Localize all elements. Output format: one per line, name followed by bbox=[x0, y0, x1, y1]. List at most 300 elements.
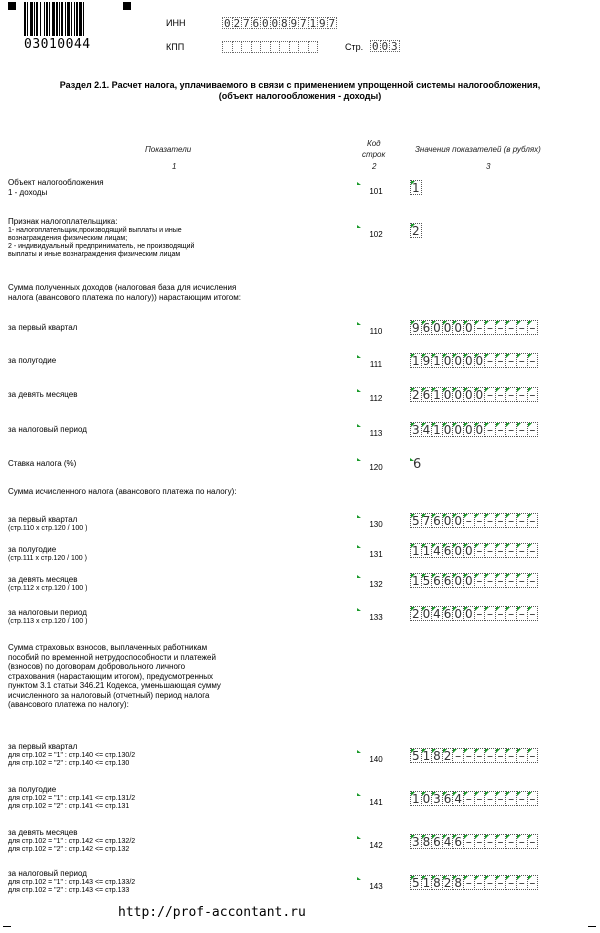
cell-marker-icon bbox=[443, 423, 447, 427]
cell-marker-icon bbox=[528, 354, 532, 358]
digit: 4 bbox=[454, 792, 462, 806]
digit: – bbox=[465, 835, 472, 849]
digit: – bbox=[518, 607, 525, 621]
digit: – bbox=[508, 544, 515, 558]
row-label: пособий по временной нетрудоспособности и платежей bbox=[8, 652, 216, 662]
inn-field bbox=[222, 17, 336, 29]
digit: 2 bbox=[443, 876, 452, 890]
cell-marker-icon bbox=[528, 423, 532, 427]
cell-marker-icon bbox=[496, 544, 500, 548]
cell-marker-icon bbox=[475, 354, 479, 358]
cell-marker-icon bbox=[485, 607, 489, 611]
row-sumhdr bbox=[8, 283, 348, 302]
digit: – bbox=[529, 574, 536, 588]
cell-marker-icon bbox=[475, 749, 479, 753]
row-inshdr bbox=[8, 643, 348, 710]
digit: 0 bbox=[464, 574, 473, 588]
row-value-field[interactable] bbox=[410, 422, 537, 437]
code-marker-icon bbox=[357, 836, 361, 839]
row-value-field[interactable] bbox=[410, 353, 537, 368]
cell-marker-icon bbox=[485, 423, 489, 427]
barcode-bar bbox=[76, 2, 78, 36]
row-value[interactable]: 6 bbox=[413, 457, 422, 472]
row-label: Ставка налога (%) bbox=[8, 459, 77, 468]
row-note: для стр.102 = "1" : стр.141 <= стр.131/2 bbox=[8, 794, 136, 802]
code-marker-icon bbox=[357, 225, 361, 228]
cell-marker-icon bbox=[485, 835, 489, 839]
cell-marker-icon bbox=[411, 835, 415, 839]
cell-marker-icon bbox=[475, 544, 479, 548]
cell-marker-icon bbox=[506, 607, 510, 611]
digit-cell bbox=[527, 513, 539, 528]
barcode-bar bbox=[61, 2, 63, 36]
digit-cell bbox=[527, 543, 539, 558]
cell-marker-icon bbox=[475, 574, 479, 578]
row-code: 131 bbox=[369, 550, 383, 559]
cell-marker-icon bbox=[443, 792, 447, 796]
digit: 0 bbox=[422, 607, 431, 621]
code-marker-icon bbox=[357, 389, 361, 392]
row-label: за налоговый период bbox=[8, 425, 87, 434]
row-value-field[interactable] bbox=[410, 513, 537, 528]
digit: 8 bbox=[422, 835, 431, 849]
digit: 1 bbox=[433, 354, 441, 368]
crop-mark-left bbox=[3, 926, 11, 927]
cell-marker-icon bbox=[464, 574, 468, 578]
digit: – bbox=[508, 321, 515, 335]
digit: – bbox=[518, 354, 525, 368]
digit: 5 bbox=[411, 876, 420, 890]
row-value-field[interactable] bbox=[410, 834, 537, 849]
cell-marker-icon bbox=[411, 423, 415, 427]
cell-marker-icon bbox=[464, 423, 468, 427]
digit: 6 bbox=[422, 321, 431, 335]
cell-marker-icon bbox=[443, 354, 447, 358]
row-note: (стр.111 х стр.120 / 100 ) bbox=[8, 554, 87, 562]
digit: – bbox=[518, 544, 525, 558]
digit: 1 bbox=[411, 792, 420, 806]
cell-marker-icon bbox=[411, 354, 415, 358]
digit: – bbox=[486, 749, 493, 763]
row-code: 143 bbox=[369, 882, 383, 891]
digit: 4 bbox=[443, 835, 452, 849]
barcode-bar bbox=[79, 2, 82, 36]
row-r132 bbox=[8, 575, 348, 593]
inn-digit: 7 bbox=[328, 17, 336, 30]
digit-cell bbox=[527, 791, 539, 806]
row-note: для стр.102 = "2" : стр.142 <= стр.132 bbox=[8, 845, 130, 853]
kpp-label: КПП bbox=[166, 42, 185, 52]
cell-marker-icon bbox=[422, 388, 426, 392]
row-value-field[interactable] bbox=[410, 387, 537, 402]
digit-cell bbox=[527, 422, 539, 437]
row-label: Объект налогообложения bbox=[8, 178, 104, 187]
row-r112 bbox=[8, 390, 348, 400]
cell-marker-icon bbox=[475, 423, 479, 427]
digit: – bbox=[518, 749, 525, 763]
row-note: для стр.102 = "1" : стр.140 <= стр.130/2 bbox=[8, 751, 136, 759]
row-value-field[interactable] bbox=[410, 791, 537, 806]
row-note: (стр.113 х стр.120 / 100 ) bbox=[8, 617, 88, 625]
cell-marker-icon bbox=[475, 514, 479, 518]
cell-marker-icon bbox=[517, 835, 521, 839]
digit: 1 bbox=[433, 423, 441, 437]
digit: – bbox=[497, 749, 504, 763]
row-r143 bbox=[8, 869, 348, 895]
cell-marker-icon bbox=[506, 423, 510, 427]
cell-marker-icon bbox=[496, 423, 500, 427]
cell-marker-icon bbox=[453, 835, 457, 839]
digit: 2 bbox=[411, 388, 420, 402]
digit: 0 bbox=[443, 388, 452, 402]
cell-marker-icon bbox=[485, 876, 489, 880]
digit: 1 bbox=[422, 544, 431, 558]
kpp-field bbox=[222, 41, 317, 53]
digit: – bbox=[486, 792, 493, 806]
digit: – bbox=[486, 574, 493, 588]
row-label: пунктом 3.1 статьи 346.21 Кодекса, уменьшающая сумму bbox=[8, 681, 221, 690]
row-value-field[interactable] bbox=[410, 875, 537, 890]
section-title-line2: (объект налогообложения - доходы) bbox=[218, 91, 382, 101]
digit: 0 bbox=[443, 321, 452, 335]
digit: – bbox=[465, 749, 472, 763]
digit: – bbox=[508, 388, 515, 402]
cell-marker-icon bbox=[506, 321, 510, 325]
digit: – bbox=[508, 835, 515, 849]
cell-marker-icon bbox=[464, 321, 468, 325]
digit: – bbox=[497, 544, 504, 558]
row-value-field[interactable] bbox=[410, 180, 421, 195]
digit-cell bbox=[527, 748, 539, 763]
digit: 5 bbox=[422, 574, 431, 588]
digit: 5 bbox=[411, 749, 420, 763]
cell-marker-icon bbox=[453, 792, 457, 796]
cell-marker-icon bbox=[411, 181, 415, 185]
digit: 4 bbox=[422, 423, 431, 437]
digit-cell bbox=[527, 387, 539, 402]
digit: 6 bbox=[422, 388, 431, 402]
digit: 0 bbox=[454, 423, 462, 437]
inn-digit: 0 bbox=[223, 17, 231, 30]
cell-marker-icon bbox=[517, 607, 521, 611]
digit: – bbox=[497, 835, 504, 849]
row-taxhdr bbox=[8, 487, 348, 497]
inn-label: ИНН bbox=[166, 18, 186, 28]
row-label: страхования (нарастающим итогом), предусмотренных bbox=[8, 671, 214, 681]
row-r141 bbox=[8, 785, 348, 811]
barcode-bar bbox=[44, 2, 45, 36]
cell-marker-icon bbox=[411, 574, 415, 578]
digit: 9 bbox=[411, 321, 420, 335]
digit: 0 bbox=[454, 574, 462, 588]
cell-marker-icon bbox=[411, 224, 415, 228]
row-code: 113 bbox=[369, 429, 383, 438]
barcode-bar bbox=[74, 2, 75, 36]
code-marker-icon bbox=[357, 322, 361, 325]
digit: 3 bbox=[411, 423, 420, 437]
cell-marker-icon bbox=[496, 876, 500, 880]
row-code: 111 bbox=[369, 360, 383, 369]
cell-marker-icon bbox=[464, 749, 468, 753]
digit: 0 bbox=[475, 354, 484, 368]
row-code: 102 bbox=[369, 230, 383, 239]
cell-marker-icon bbox=[496, 607, 500, 611]
page-digit: 0 bbox=[381, 40, 389, 53]
cell-marker-icon bbox=[475, 607, 479, 611]
digit: 2 bbox=[443, 749, 452, 763]
barcode-bar bbox=[65, 2, 66, 36]
cell-marker-icon bbox=[422, 544, 426, 548]
digit: 8 bbox=[454, 876, 462, 890]
barcode-bar bbox=[59, 2, 60, 36]
inn-digit: 1 bbox=[309, 17, 317, 30]
row-note: 2 - индивидуальный предприниматель, не производящий bbox=[8, 242, 195, 250]
cell-marker-icon bbox=[485, 749, 489, 753]
row-value-field[interactable] bbox=[410, 320, 537, 335]
col-code-header-2: строк bbox=[362, 150, 386, 159]
cell-marker-icon bbox=[422, 749, 426, 753]
cell-marker-icon bbox=[496, 514, 500, 518]
row-r140 bbox=[8, 742, 348, 768]
cell-marker-icon bbox=[485, 792, 489, 796]
cell-marker-icon bbox=[506, 792, 510, 796]
inn-digit: 6 bbox=[252, 17, 260, 30]
cell-marker-icon bbox=[517, 544, 521, 548]
row-label: 1 - доходы bbox=[8, 187, 48, 197]
digit: 3 bbox=[411, 835, 420, 849]
digit-cell bbox=[527, 320, 539, 335]
cell-marker-icon bbox=[528, 514, 532, 518]
digit: – bbox=[529, 321, 536, 335]
digit-cell bbox=[527, 573, 539, 588]
cell-marker-icon bbox=[432, 607, 436, 611]
cell-marker-icon bbox=[517, 321, 521, 325]
row-note: для стр.102 = "2" : стр.140 <= стр.130 bbox=[8, 759, 130, 767]
digit-cell bbox=[527, 606, 539, 621]
digit: – bbox=[486, 544, 493, 558]
row-label: Сумма страховых взносов, выплаченных работникам bbox=[8, 643, 208, 652]
digit: – bbox=[497, 574, 504, 588]
digit: – bbox=[529, 388, 536, 402]
cell-marker-icon bbox=[475, 876, 479, 880]
barcode-bar bbox=[24, 2, 26, 36]
cell-marker-icon bbox=[517, 388, 521, 392]
cell-marker-icon bbox=[506, 749, 510, 753]
digit: – bbox=[518, 423, 525, 437]
digit: – bbox=[497, 354, 504, 368]
digit: – bbox=[508, 574, 515, 588]
row-code: 133 bbox=[369, 613, 383, 622]
row-label: за полугодие bbox=[8, 356, 57, 365]
digit-cell bbox=[527, 875, 539, 890]
cell-marker-icon bbox=[443, 514, 447, 518]
inn-digit: 9 bbox=[290, 17, 298, 30]
row-label: за налоговый период bbox=[8, 869, 87, 878]
cell-marker-icon bbox=[464, 388, 468, 392]
row-r131 bbox=[8, 545, 348, 563]
cell-marker-icon bbox=[443, 607, 447, 611]
inn-digit: 0 bbox=[271, 17, 279, 30]
digit-cell bbox=[527, 353, 539, 368]
row-value-field[interactable] bbox=[410, 748, 537, 763]
cell-marker-icon bbox=[475, 388, 479, 392]
page-digit: 0 bbox=[371, 40, 379, 53]
digit: – bbox=[486, 514, 493, 528]
cell-marker-icon bbox=[443, 749, 447, 753]
digit: 1 bbox=[433, 388, 441, 402]
barcode-bar bbox=[46, 2, 48, 36]
cell-marker-icon bbox=[443, 835, 447, 839]
code-marker-icon bbox=[357, 424, 361, 427]
digit: – bbox=[497, 514, 504, 528]
cell-marker-icon bbox=[432, 321, 436, 325]
digit: – bbox=[508, 876, 515, 890]
barcode-bar bbox=[30, 2, 33, 36]
barcode bbox=[24, 2, 112, 36]
cell-marker-icon bbox=[432, 544, 436, 548]
digit: 0 bbox=[454, 388, 462, 402]
cell-marker-icon bbox=[485, 544, 489, 548]
cell-marker-icon bbox=[528, 607, 532, 611]
cell-marker-icon bbox=[443, 321, 447, 325]
digit: – bbox=[508, 749, 515, 763]
row-r120 bbox=[8, 459, 348, 469]
digit: – bbox=[529, 835, 536, 849]
footer-url: http://prof-accontant.ru bbox=[118, 905, 306, 920]
digit: 0 bbox=[433, 321, 441, 335]
digit: – bbox=[486, 388, 493, 402]
digit: – bbox=[529, 749, 536, 763]
digit: 0 bbox=[454, 607, 462, 621]
row-r102 bbox=[8, 217, 348, 259]
col-indicators-header: Показатели bbox=[145, 145, 192, 154]
digit: 6 bbox=[443, 574, 452, 588]
cell-marker-icon bbox=[528, 749, 532, 753]
row-code: 101 bbox=[369, 187, 383, 196]
barcode-bar bbox=[27, 2, 28, 36]
inn-digit: 2 bbox=[233, 17, 241, 30]
cell-marker-icon bbox=[528, 876, 532, 880]
cell-marker-icon bbox=[496, 574, 500, 578]
row-value-field[interactable] bbox=[410, 543, 537, 558]
digit: – bbox=[508, 423, 515, 437]
cell-marker-icon bbox=[453, 423, 457, 427]
row-note: 1- налогоплательщик,производящий выплаты и иные bbox=[8, 226, 182, 234]
cell-marker-icon bbox=[528, 574, 532, 578]
digit: 5 bbox=[411, 514, 420, 528]
corner-marker-left bbox=[8, 2, 16, 10]
cell-marker-icon bbox=[517, 354, 521, 358]
digit: – bbox=[476, 749, 483, 763]
barcode-bar bbox=[52, 2, 55, 36]
row-r110 bbox=[8, 323, 348, 333]
digit: – bbox=[476, 574, 483, 588]
digit: – bbox=[486, 876, 493, 890]
form-code: 03010044 bbox=[24, 37, 91, 52]
barcode-bar bbox=[34, 2, 35, 36]
cell-marker-icon bbox=[453, 544, 457, 548]
digit: – bbox=[497, 388, 504, 402]
cell-marker-icon bbox=[517, 792, 521, 796]
digit: – bbox=[465, 514, 472, 528]
cell-marker-icon bbox=[432, 835, 436, 839]
digit: – bbox=[465, 792, 472, 806]
cell-marker-icon bbox=[506, 876, 510, 880]
row-note: выплаты и иные вознаграждения физическим лицам bbox=[8, 250, 181, 258]
cell-marker-icon bbox=[453, 574, 457, 578]
row-r101 bbox=[8, 178, 348, 197]
cell-marker-icon bbox=[506, 388, 510, 392]
inn-digit: 8 bbox=[280, 17, 288, 30]
digit: – bbox=[476, 514, 483, 528]
cell-marker-icon bbox=[411, 792, 415, 796]
row-label: за полугодие bbox=[8, 785, 57, 794]
inn-digit: 9 bbox=[318, 17, 326, 30]
code-marker-icon bbox=[357, 877, 361, 880]
digit: – bbox=[518, 876, 525, 890]
cell-marker-icon bbox=[411, 876, 415, 880]
row-value-field[interactable] bbox=[410, 573, 537, 588]
cell-marker-icon bbox=[432, 514, 436, 518]
cell-marker-icon bbox=[475, 792, 479, 796]
cell-marker-icon bbox=[464, 354, 468, 358]
digit: – bbox=[518, 792, 525, 806]
row-code: 142 bbox=[369, 841, 383, 850]
digit-cell bbox=[527, 834, 539, 849]
code-marker-icon bbox=[357, 608, 361, 611]
cell-marker-icon bbox=[496, 835, 500, 839]
col-values-header: Значения показателей (в рублях) bbox=[415, 145, 541, 154]
digit: 0 bbox=[464, 321, 473, 335]
cell-marker-icon bbox=[411, 514, 415, 518]
barcode-bar bbox=[49, 2, 50, 36]
code-marker-icon bbox=[357, 575, 361, 578]
cell-marker-icon bbox=[443, 574, 447, 578]
cell-marker-icon bbox=[506, 544, 510, 548]
barcode-bar bbox=[71, 2, 72, 36]
row-value-field[interactable] bbox=[410, 223, 421, 238]
digit: 0 bbox=[464, 354, 473, 368]
digit: – bbox=[529, 354, 536, 368]
cell-marker-icon bbox=[464, 544, 468, 548]
cell-marker-icon bbox=[422, 514, 426, 518]
cell-marker-icon bbox=[475, 835, 479, 839]
cell-marker-icon bbox=[422, 321, 426, 325]
row-label: Признак налогоплательщика: bbox=[8, 217, 118, 226]
cell-marker-icon bbox=[422, 876, 426, 880]
digit: 8 bbox=[433, 749, 441, 763]
row-note: (стр.112 х стр.120 / 100 ) bbox=[8, 584, 88, 592]
digit: – bbox=[518, 388, 525, 402]
inn-digit: 7 bbox=[299, 17, 307, 30]
digit: 0 bbox=[454, 354, 462, 368]
digit: 8 bbox=[433, 876, 441, 890]
code-marker-icon bbox=[357, 515, 361, 518]
cell-marker-icon bbox=[422, 835, 426, 839]
cell-marker-icon bbox=[517, 574, 521, 578]
code-marker-icon bbox=[357, 458, 361, 461]
cell-marker-icon bbox=[443, 876, 447, 880]
digit: – bbox=[455, 749, 462, 763]
digit: 0 bbox=[422, 792, 431, 806]
row-label: (взносов) по договорам добровольного личного bbox=[8, 662, 186, 671]
digit: – bbox=[529, 544, 536, 558]
cell-marker-icon bbox=[496, 792, 500, 796]
digit: – bbox=[497, 792, 504, 806]
cell-marker-icon bbox=[464, 607, 468, 611]
row-note: для стр.102 = "1" : стр.142 <= стр.132/2 bbox=[8, 837, 136, 845]
row-value-field[interactable] bbox=[410, 606, 537, 621]
